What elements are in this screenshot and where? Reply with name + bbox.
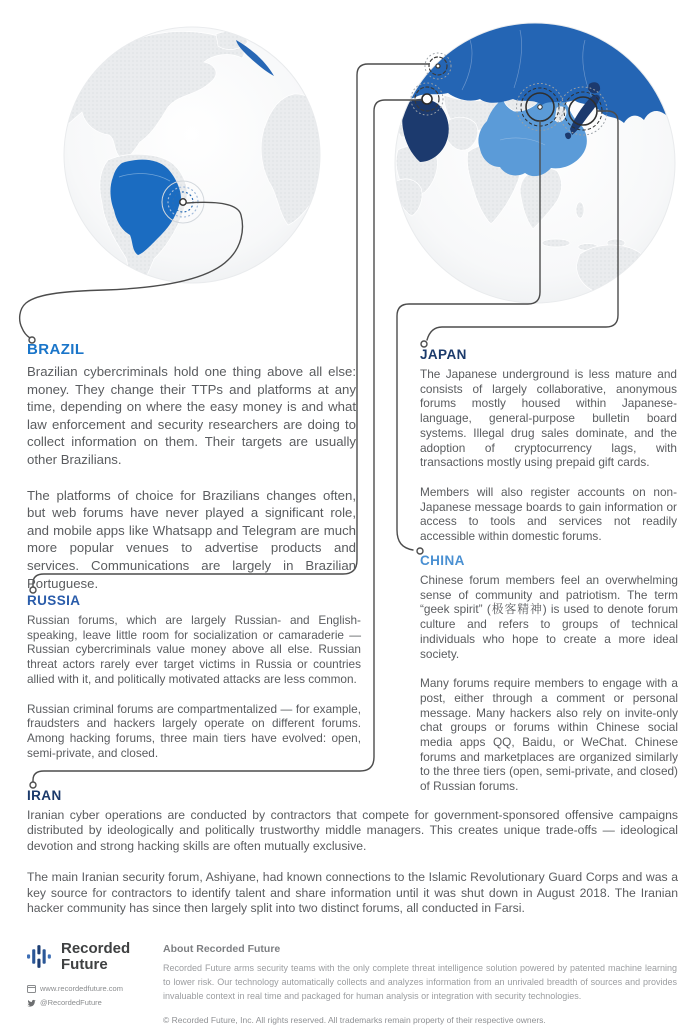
japan-paragraph-1: The Japanese underground is less mature and consists of largely collaborative, anonymous forums mostly housed within Japanese-language, general-purpose bulletin board systems. Illegal drug sales dominate, and the adoption of cryptocurrency lags, with transactions mostly using prepaid gift cards. <box>420 367 677 470</box>
recorded-future-logo-icon <box>27 943 54 970</box>
copyright-text: © Recorded Future, Inc. All rights reserved. All trademarks remain property of their respective owners. <box>163 1015 546 1025</box>
section-iran <box>27 788 678 932</box>
japan-paragraph-2: Members will also register accounts on non-Japanese message boards to gain information or access to tools and services not readily accessible within domestic forums. <box>420 484 677 544</box>
browser-icon <box>27 985 36 993</box>
brand-name <box>61 941 130 972</box>
iran-paragraph-1: Iranian cyber operations are conducted by contractors that compete for government-sponsored offensive campaigns distributed by ideologically and politically trustworthy middle managers. This creates unique trade-offs — ideological devotion and strong hacking skills are often mutually exclusive. <box>27 808 678 853</box>
twitter-link <box>27 998 135 1007</box>
section-title-brazil: BRAZIL <box>27 341 85 358</box>
section-title-china: CHINA <box>420 553 465 568</box>
indonesia <box>542 239 570 247</box>
brazil-paragraph-1: Brazilian cybercriminals hold one thing above all else: money. They change their TTPs and platforms at any time, depending on where the easy money is and what law enforcement and security researchers are doing to collect information on them. Their targets are usually other Brazilians. <box>27 364 356 467</box>
about-title: About Recorded Future <box>163 943 281 955</box>
section-title-iran: IRAN <box>27 788 62 803</box>
china-paragraph-1: Chinese forum members feel an overwhelming sense of community and patriotism. The term “geek spirit” (极客精神) is used to denote forum culture and refers to groups of technical individuals who hope to create a more ideal society. <box>420 573 678 661</box>
twitter-handle-text: @RecordedFuture <box>40 998 102 1007</box>
about-text: Recorded Future arms security teams with the only complete threat intelligence solution powered by patented machine learning to lower risk. Our technology automatically collects and analyzes information from an unrivaled breadth of sources and provides invaluable context in real time and packaged for human analysis or integration with security technologies. <box>163 963 677 1001</box>
website-text: www.recordedfuture.com <box>40 984 123 993</box>
philippines <box>576 202 584 218</box>
section-brazil <box>27 341 356 610</box>
footer-about-block <box>163 941 677 1025</box>
section-japan <box>420 347 677 559</box>
brand-name-line2: Future <box>61 955 108 973</box>
russia-paragraph-2: Russian criminal forums are compartmentalized — for example, fraudsters and hackers largely operate on different forums. Among hacking forums, three main tiers have evolved: open, semi-private, and closed. <box>27 701 361 760</box>
russia-paragraph-1: Russian forums, which are largely Russian- and English-speaking, leave little room for socialization or camaraderie — Russian cybercriminals value money above all else. Russian threat actors rarely ever target victims in Russia or countries allied with it, and politically motivated attacks are less common. <box>27 613 361 686</box>
australia <box>577 245 651 295</box>
footer-links <box>27 984 135 1007</box>
section-china <box>420 553 678 809</box>
section-russia <box>27 593 361 775</box>
china-paragraph-2: Many forums require members to engage with a post, either through a comment or personal message. Many hackers also rely on invite-only chat groups or forums within Chinese social media apps QQ, Baidu, or WeChat. Chinese forums and marketplaces are organized similarly to the three tiers (open, semi-private, and closed) of Russian forums. <box>420 676 678 794</box>
twitter-bird-icon <box>27 999 36 1007</box>
footer-brand-block <box>27 941 135 1025</box>
brand-name-line1: Recorded <box>61 940 131 957</box>
website-link <box>27 984 135 993</box>
section-title-japan: JAPAN <box>420 347 467 362</box>
recorded-future-logo <box>27 941 135 972</box>
europe-fragment <box>288 60 310 72</box>
brazil-paragraph-2: The platforms of choice for Brazilians changes often, but web forums have never played a significant role, and mobile apps like Whatsapp and Telegram are much more popular venues to advertise products and services. Communications are largely in Brazilian Portuguese. <box>27 487 356 591</box>
iran-paragraph-2: The main Iranian security forum, Ashiyane, had known connections to the Islamic Revolutionary Guard Corps and was a key source for contractors to identify talent and share information until it was shut down in August 2018. The Iranian hacker community has since then largely split into two distinct forums, all conducted in Farsi. <box>27 870 678 916</box>
section-title-russia: RUSSIA <box>27 593 81 608</box>
globe-west-hemisphere <box>64 27 330 295</box>
footer <box>27 941 677 1025</box>
